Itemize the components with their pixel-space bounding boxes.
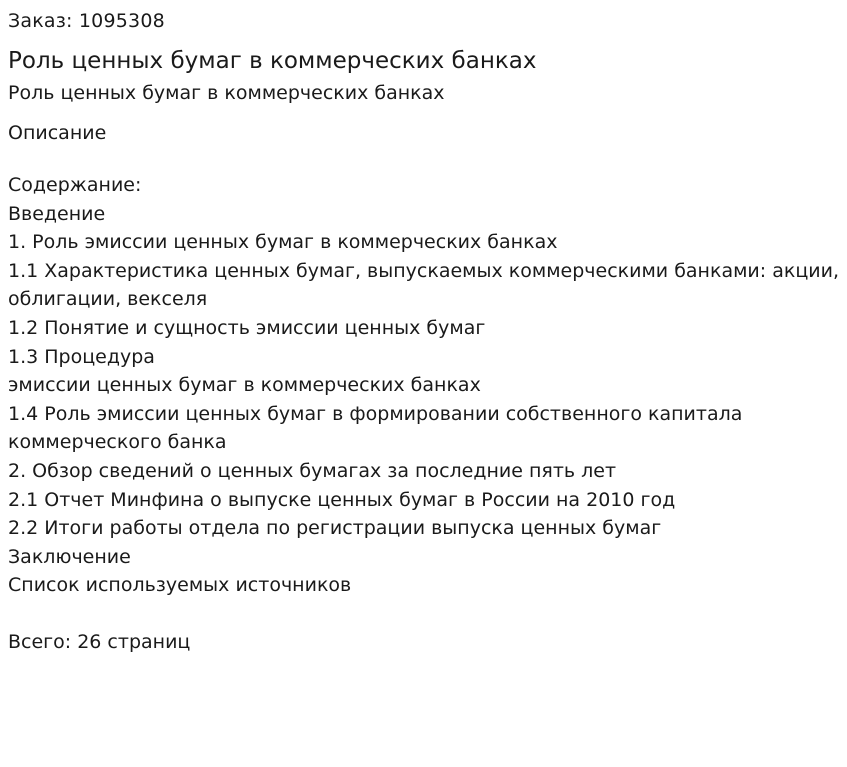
total-pages: Всего: 26 страниц [8, 630, 191, 653]
contents-item-1: 1. Роль эмиссии ценных бумаг в коммерческих банках [8, 231, 558, 254]
contents-item-references: Список используемых источников [8, 574, 352, 597]
contents-item-conclusion: Заключение [8, 545, 131, 568]
contents-item-2-1: 2.1 Отчет Минфина о выпуске ценных бумаг в России на 2010 год [8, 488, 676, 511]
contents-item-1-1: 1.1 Характеристика ценных бумаг, выпускаемых коммерческими банками: акции, облигации, векселя [8, 259, 840, 311]
contents-item-1-3-continued: эмиссии ценных бумаг в коммерческих банках [8, 374, 481, 397]
page-title: Роль ценных бумаг в коммерческих банках [8, 48, 537, 74]
contents-item-1-3: 1.3 Процедура [8, 345, 155, 368]
contents-item-introduction: Введение [8, 202, 106, 225]
order-number: Заказ: 1095308 [8, 10, 165, 32]
description-heading: Описание [8, 122, 107, 144]
contents-item-2-2: 2.2 Итоги работы отдела по регистрации выпуска ценных бумаг [8, 517, 662, 540]
page-subtitle: Роль ценных бумаг в коммерческих банках [8, 82, 445, 104]
table-of-contents [8, 171, 839, 600]
contents-heading: Содержание: [8, 174, 142, 196]
contents-item-1-2: 1.2 Понятие и сущность эмиссии ценных бумаг [8, 316, 486, 339]
contents-item-2: 2. Обзор сведений о ценных бумагах за последние пять лет [8, 459, 617, 482]
contents-item-1-4: 1.4 Роль эмиссии ценных бумаг в формировании собственного капитала коммерческого банка [8, 402, 743, 454]
